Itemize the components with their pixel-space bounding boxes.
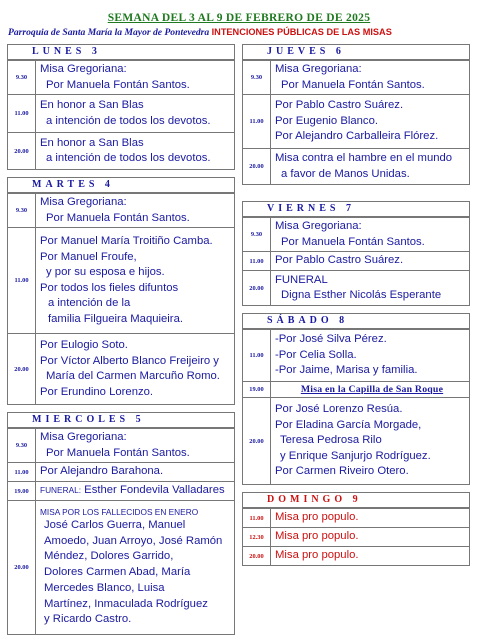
- intention-text: [36, 61, 235, 95]
- mass-time: 20.00: [8, 501, 36, 635]
- intentions-heading: INTENCIONES PÚBLICAS DE LAS MISAS: [211, 27, 392, 37]
- text-line: Por Alejandro Carballeira Flórez.: [275, 130, 439, 143]
- mass-time: 11.00: [243, 252, 271, 271]
- text-line: y Ricardo Castro.: [44, 613, 132, 626]
- text-line: familia Filgueira Maquieira.: [48, 312, 183, 325]
- day-header-lunes: LUNES 3: [7, 44, 235, 60]
- table-row: [243, 218, 470, 252]
- text-line: Por Pablo Castro Suárez.: [275, 254, 404, 267]
- mass-time: 20.00: [8, 133, 36, 170]
- text-line: a intención de todos los devotos.: [46, 152, 211, 164]
- text-line: Esther Fondevila Valladares: [84, 484, 225, 497]
- schedule-domingo: [242, 508, 470, 566]
- table-row: [8, 194, 235, 228]
- intention-text: [271, 271, 470, 306]
- table-row: [243, 330, 470, 382]
- mass-time: 12.30: [243, 528, 271, 547]
- text-line: a favor de Manos Unidas.: [281, 167, 410, 180]
- text-line: Martínez, Inmaculada Rodríguez: [44, 597, 208, 610]
- mass-time: 11.00: [8, 95, 36, 133]
- text-line: -Por Celia Solla.: [275, 348, 357, 361]
- mass-time: 11.00: [8, 463, 36, 482]
- text-line: Por Víctor Alberto Blanco Freijeiro y: [40, 354, 219, 367]
- text-line: Misa Gregoriana:: [40, 196, 127, 208]
- text-line: Por Eladina García Morgade,: [275, 418, 422, 431]
- left-column: [7, 44, 235, 635]
- text-line: Misa Gregoriana:: [40, 431, 127, 443]
- mass-time: 20.00: [243, 398, 271, 485]
- day-header-sabado: SÁBADO 8: [242, 313, 470, 329]
- table-row: [8, 228, 235, 334]
- intention-text: [36, 482, 235, 501]
- text-line: Por Eulogio Soto.: [40, 339, 128, 351]
- text-line: Digna Esther Nicolás Esperante: [281, 289, 442, 301]
- table-row: [8, 334, 235, 405]
- table-row: [243, 61, 470, 95]
- text-line: María del Carmen Marcuño Romo.: [46, 370, 220, 382]
- text-line: Por Manuela Fontán Santos.: [281, 78, 425, 91]
- text-line: MISA POR LOS FALLECIDOS EN ENERO: [40, 506, 199, 517]
- text-line: Misa Gregoriana:: [40, 63, 127, 75]
- mass-time: 9.30: [8, 429, 36, 463]
- right-column: [242, 44, 470, 566]
- table-row: [243, 528, 470, 547]
- schedule-viernes: [242, 217, 470, 306]
- intention-text: [36, 133, 235, 170]
- intention-text: [271, 509, 470, 528]
- intention-text: [271, 528, 470, 547]
- text-line: y Enrique Sanjurjo Rodríguez.: [280, 449, 431, 462]
- mass-time: 11.00: [243, 95, 271, 149]
- mass-time: 20.00: [243, 547, 271, 566]
- table-row: [243, 252, 470, 271]
- text-line: Misa pro populo.: [275, 511, 359, 524]
- schedule-jueves: [242, 60, 470, 185]
- table-row: [8, 95, 235, 133]
- text-line: Por Manuela Fontán Santos.: [46, 211, 190, 224]
- text-line: José Carlos Guerra, Manuel: [44, 518, 186, 531]
- intention-text: [271, 218, 470, 252]
- schedule-martes: [7, 193, 235, 405]
- mass-time: 9.30: [243, 218, 271, 252]
- table-row: [243, 398, 470, 485]
- text-line: Teresa Pedrosa Rilo: [280, 434, 382, 447]
- mass-time: 9.30: [243, 61, 271, 95]
- text-line: -Por José Silva Pérez.: [275, 333, 387, 346]
- mass-time: 20.00: [243, 271, 271, 306]
- funeral-label: FUNERAL:: [40, 485, 82, 496]
- table-row: [243, 149, 470, 185]
- text-line: Por Manuel Froufe,: [40, 250, 137, 263]
- table-row: [8, 463, 235, 482]
- text-line: Méndez, Dolores Garrido,: [44, 550, 174, 563]
- intention-text: [36, 501, 235, 635]
- text-line: Misa pro populo.: [275, 530, 359, 543]
- text-line: FUNERAL: [275, 273, 328, 286]
- mass-time: 19.00: [8, 482, 36, 501]
- text-line: Por Alejandro Barahona.: [40, 465, 164, 478]
- table-row: [8, 482, 235, 501]
- intention-text: [271, 382, 470, 398]
- mass-time: 19.00: [243, 382, 271, 398]
- mass-time: 20.00: [243, 149, 271, 185]
- intention-text: [36, 228, 235, 334]
- text-line: Por Manuel María Troitiño Camba.: [40, 235, 213, 247]
- mass-time: 11.00: [243, 330, 271, 382]
- schedule-sabado: [242, 329, 470, 485]
- table-row: [243, 509, 470, 528]
- text-line: Misa Gregoriana:: [275, 63, 362, 75]
- table-row: [243, 547, 470, 566]
- text-line: Por Manuela Fontán Santos.: [46, 446, 190, 459]
- intention-text: [36, 95, 235, 133]
- text-line: Por todos los fieles difuntos: [40, 281, 179, 294]
- text-line: Dolores Carmen Abad, María: [44, 566, 191, 579]
- mass-time: 9.30: [8, 194, 36, 228]
- text-line: Por Eugenio Blanco.: [275, 114, 378, 127]
- text-line: Por Manuela Fontán Santos.: [281, 235, 425, 248]
- day-header-jueves: JUEVES 6: [242, 44, 470, 60]
- intention-text: [271, 61, 470, 95]
- text-line: Misa en la Capilla de San Roque: [300, 384, 444, 395]
- subtitle: [8, 27, 474, 38]
- table-row: [8, 429, 235, 463]
- mass-time: 20.00: [8, 334, 36, 405]
- text-line: Por Carmen Riveiro Otero.: [275, 465, 409, 478]
- text-line: Misa pro populo.: [275, 549, 359, 562]
- text-line: Amoedo, Juan Arroyo, José Ramón: [44, 534, 223, 547]
- intention-text: [36, 334, 235, 405]
- intention-text: [36, 194, 235, 228]
- day-header-martes: MARTES 4: [7, 177, 235, 193]
- text-line: Por Pablo Castro Suárez.: [275, 99, 404, 112]
- intention-text: [271, 149, 470, 185]
- table-row: [243, 95, 470, 149]
- text-line: a intención de todos los devotos.: [46, 114, 211, 127]
- intention-text: [271, 330, 470, 382]
- table-row: [8, 61, 235, 95]
- text-line: En honor a San Blas: [40, 99, 144, 111]
- text-line: Por José Lorenzo Resúa.: [275, 403, 403, 416]
- day-header-viernes: VIERNES 7: [242, 201, 470, 217]
- text-line: Por Manuela Fontán Santos.: [46, 78, 190, 91]
- text-line: En honor a San Blas: [40, 136, 144, 149]
- mass-time: 11.00: [243, 509, 271, 528]
- text-line: Misa Gregoriana:: [275, 220, 362, 232]
- intention-text: [271, 547, 470, 566]
- intention-text: [271, 95, 470, 149]
- text-line: Misa contra el hambre en el mundo: [275, 152, 453, 164]
- table-row: [243, 382, 470, 398]
- table-row: [8, 501, 235, 635]
- day-header-domingo: DOMINGO 9: [242, 492, 470, 508]
- table-row: [8, 133, 235, 170]
- text-line: Mercedes Blanco, Luisa: [44, 581, 165, 594]
- table-row: [243, 271, 470, 306]
- mass-time: 11.00: [8, 228, 36, 334]
- page-title: SEMANA DEL 3 AL 9 DE FEBRERO DE DE 2025: [107, 12, 371, 24]
- schedule-miercoles: [7, 428, 235, 635]
- intention-text: [36, 429, 235, 463]
- intention-text: [36, 463, 235, 482]
- text-line: -Por Jaime, Marisa y familia.: [275, 364, 418, 377]
- day-header-miercoles: MIERCOLES 5: [7, 412, 235, 428]
- intention-text: [271, 398, 470, 485]
- intention-text: [271, 252, 470, 271]
- parish-name: Parroquia de Santa María la Mayor de Pontevedra: [8, 27, 210, 38]
- mass-time: 9.30: [8, 61, 36, 95]
- text-line: Por Erundino Lorenzo.: [40, 385, 154, 398]
- text-line: y por su esposa e hijos.: [46, 266, 165, 278]
- text-line: a intención de la: [48, 297, 131, 309]
- schedule-lunes: [7, 60, 235, 170]
